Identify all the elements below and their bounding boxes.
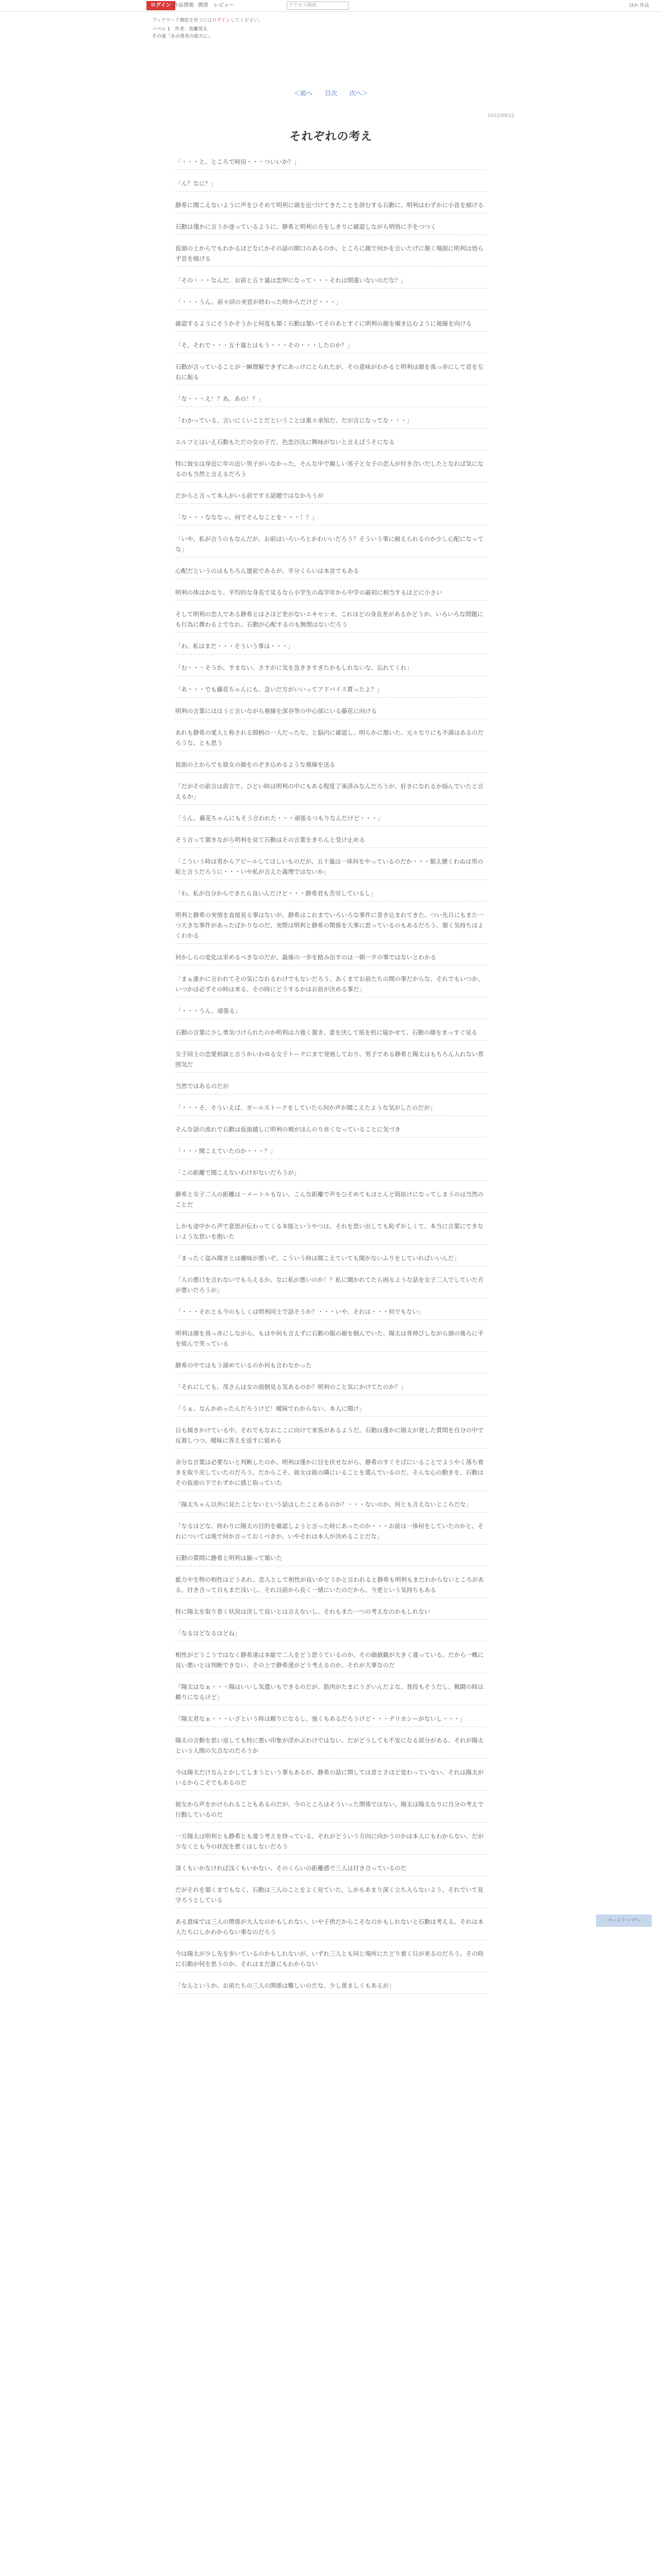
dialogue-line: 「・・・うん、頑張る」 xyxy=(175,1006,487,1019)
dialogue-line: 「そ、それで・・・五十嵐とはもう・・・その・・・したのか？」 xyxy=(175,340,487,353)
dialogue-line: 「陽太はなぁ・・・陽はいいし気遣いもできるのだが、筋肉がたまにうざいんだよな、普段もそうだし、戦闘の時は頼りになるけど」 xyxy=(175,1682,487,1705)
dialogue-line: 静希に聞こえないように声をひそめて明利に頭を近づけてきたことを訝むする石動に、明利はわずかに小首を傾げる xyxy=(175,200,487,213)
dialogue-line: 今は陽太が少し先を歩いているのかもしれないが、いずれ三人とも同じ場所にたどり着く日が来るのだろう。その時に石動が何を思うのか、それはまだ誰にもわからない xyxy=(175,1948,487,1972)
dialogue-line: 余分な言葉は必要ないと判断したのか、明利は僅かに目を伏せながら、静希のすぐそばにいることでようやく落ち着きを取り戻していたのだろう。だからこそ、彼女は彼の隣にいることを選んでいるのだ。そんな心の動きを、石動はその仮面の下でわずかに感じ取っていた xyxy=(175,1457,487,1491)
dialogue-line: 「わ、私が自分からできたら良いんだけど・・・静希君も苦労しているし」 xyxy=(175,888,487,902)
dialogue-line: あれも静希の愛人と称される間柄の一人だったな、と脳内に確認し、明らかに頷いた、元々なりにも不満はあるのだろうな、とも思う xyxy=(175,727,487,751)
dialogue-line: そして明利の恋人である静希とはさほど差がないエキセシオ、これほどの身長差があるかどうか、いろいろな問題にも行為に携わる上でなれ、石動が心配するのも無理はないだろう xyxy=(175,609,487,633)
dialogue-line: 「・・・うん。前々回の実習が終わった時からだけど・・・」 xyxy=(175,297,487,310)
meta-series-line[interactable]: その後「あの勇者の彼方に」 xyxy=(152,34,213,39)
index-link[interactable]: 目次 xyxy=(324,90,337,97)
dialogue-line: 「それにしても、茂さんは女の面倒見る気あるのか？明利のこと気にかけてたのか？」 xyxy=(175,1382,487,1395)
dialogue-line: 「陽太君なぁ・・・いざという時は頼りになるし、強くもあるだろうけど・・・デリカシーがないし・・・」 xyxy=(175,1714,487,1727)
dialogue-line: 「わかっている、言いにくいことだということは重々承知だ、だが言になってな・・・」 xyxy=(175,415,487,429)
dialogue-line: 特に彼女は身近に年の近い男子がいなかった、そんな中で親しい男子と女子の恋人が付き合いだしたとなれば気になるのも当然と言えるだろう xyxy=(175,459,487,482)
nav-link-review[interactable]: レビュー xyxy=(213,3,234,8)
nav-link-ranking[interactable]: 開票 xyxy=(198,3,208,8)
novel-body xyxy=(175,157,487,2002)
dialogue-line: 「む・・・そうか、すまない、さすがに気を急ききすぎたかもしれないな、忘れてくれ」 xyxy=(175,663,487,676)
dialogue-line: 明利の体はかなり、平均的な身長で見るなら小学生の高学年から中学の最初に相当するほどに小さい xyxy=(175,587,487,601)
dialogue-line: だがそれを頷くまでもなく、石動は三人のことをよく見ていた。しかもあまり深く立ち入らないよう、それでいて見守ろうとしている xyxy=(175,1885,487,1908)
dialogue-line: 日も傾きかけている中、それでもなおここに向けて来客があるようだ。石動は僅かに陽太が発した質問を自分の中で反芻しつつ、曖昧に答えを返すに留める xyxy=(175,1425,487,1449)
dialogue-line: エルフとはいえ石動もただの女の子だ、色恋沙汰に興味がないと言えばうそになる xyxy=(175,437,487,450)
dialogue-line: 「・・・と、ところで時田・・・ついいか？」 xyxy=(175,157,487,170)
dialogue-line: 静希の中ではもう諦めているのか何も言わなかった xyxy=(175,1360,487,1374)
dialogue-line: 「・・・聞こえていたのか・・・？」 xyxy=(175,1146,487,1159)
notice-login-link[interactable]: ログイン xyxy=(212,18,230,23)
dialogue-line: 「うぁ、なんかめったんだろうけど！曖昧でわからない、本人に聞け」 xyxy=(175,1403,487,1417)
dialogue-line: 明利の言葉にほほうと言いながら視線を深谷等の中心部にいる藤花に向ける xyxy=(175,706,487,719)
page-top-button[interactable]: ページトップへ xyxy=(596,1914,652,1927)
dialogue-line: そんな話の流れで石動は仮面越しに明利の頬がほんのり赤くなっていることに気づき xyxy=(175,1124,487,1138)
search-input[interactable]: アクセス検索 xyxy=(287,2,349,10)
dialogue-line: 「こういう時は男からアピールしてほしいものだが、五十嵐は一体何をやっているのだか・・・据え膳くわぬは男の恥と言うだろうに・・・いや私が言えた義理ではないか」 xyxy=(175,856,487,880)
dialogue-line: しかも途中から声で意思が伝わってくる本能というやつは、それを思い出しても恥ずかしくて、本当に言葉にできないような思いを抱いた xyxy=(175,1221,487,1245)
login-button[interactable]: ログイン xyxy=(146,1,175,10)
dialogue-line: 陽太の言動を思い返しても特に悪い印象が浮かぶわけではない、だがどうしても不安になる部分がある、それが陽太という人間の欠点なのだろうか xyxy=(175,1735,487,1759)
dialogue-line: 女子同士の恋愛相談と言うかいわゆる女子トークにまで発展しており、男子である静希と陽太はもちろん入れない雰囲気だ xyxy=(175,1049,487,1073)
prev-link[interactable]: ＜前へ xyxy=(294,90,313,97)
dialogue-line: 静希と女子二人の距離は一メートルもない。こんな距離で声をひそめてもほとんど筒抜けになってしまうのは当然のことだ xyxy=(175,1189,487,1213)
dialogue-line: 「あ・・・でも藤花ちゃんにも、急いだ方がいいってアドバイス貰ったよ？」 xyxy=(175,684,487,698)
dialogue-line: 今は陽太だけなんとかしてしまうという事もあるが、静希の話に関しては昔とさほど変わっていない、それは陽太がいるからこそでもあるのだ xyxy=(175,1767,487,1791)
dialogue-line: 仮面の上からでも彼女の顔をのぞき込めるような視線を送る xyxy=(175,759,487,773)
dialogue-line: 深くもいかなければ浅くもいかない、そのくらいの距離感で三人は付き合っているのだ xyxy=(175,1863,487,1876)
notice-prefix: ブックマーク機能を使うには xyxy=(152,18,212,23)
dialogue-line: 当然ではあるのだが xyxy=(175,1081,487,1094)
top-right-link[interactable]: ほか 作品 xyxy=(629,3,649,8)
dialogue-line: 「この距離で聞こえないわけがないだろうが」 xyxy=(175,1167,487,1181)
dialogue-line: 「陽太ちゃん以外に見たことないという話はしたことあるのか？・・・ないのか、何とも言えないところだな」 xyxy=(175,1499,487,1513)
dialogue-line: 「まぁ誰かに言われてその気になれるわけでもないだろう、あくまでお前たちの間の事だからな、それでもいつか、いつかは必ずその時は来る、その時にどうするかはお前が決める事だ」 xyxy=(175,974,487,997)
dialogue-line: 藍力や生物の相性はどうあれ、恋人として相性が良いかどうかと言われると静希も明利もまだわからないところがある。付き合って日もまだ浅いし、それ以前から長く一緒にいたのだから、今更という気持ちもある xyxy=(175,1574,487,1598)
dialogue-line: 彼女から声をかけられることもあるのだが、今のところはそういった関係ではない。陽太は陽太なりに自分の考えで行動しているのだ xyxy=(175,1799,487,1823)
dialogue-line: 明利は顔を真っ赤にしながら、もはや何も言えずに石動の服の裾を掴んでいた、陽太は背伸びしながら頭の後ろに手を組んで笑っている xyxy=(175,1328,487,1352)
dialogue-line: 「うん。藤花ちゃんにもそう言われた・・・頑張るつもりなんだけど・・・」 xyxy=(175,813,487,826)
novel-meta xyxy=(152,26,212,40)
dialogue-line: 「人の悪口を言わないでもらえるか、なに私が悪いのか！？私に聞かれてたら困るような話を女子二人でしていた方が悪いだろうが」 xyxy=(175,1275,487,1298)
next-link[interactable]: 次へ＞ xyxy=(349,90,368,97)
bookmark-notice xyxy=(152,16,263,23)
publish-date: 2012/09/12 xyxy=(488,113,515,118)
dialogue-line: 相性がどうこうではなく静希達は本能で二人をどう思うているのか、その価値観が大きく違っている。だから一概に良い悪いとは判断できない、その上で静希達がどう考えるのか、それが大事なのだ xyxy=(175,1650,487,1673)
dialogue-line: 「いや、私が言うのもなんだが、お前はいろいろとかわいいだろう？そういう事に耐えられるのか少し心配になってな」 xyxy=(175,534,487,557)
dialogue-line: 「だがその前言は前言で、ひどい時は明利の中にもある程度了承済みなんだろうが、好きになれるか悩んでいたと言えるか」 xyxy=(175,781,487,805)
dialogue-line: 仮面の上からでもわかるほどなにかその話の開口のあるのか、ところに顔で何かを言いたげに頷く場面に明利は悟らず首を傾げる xyxy=(175,243,487,267)
dialogue-line: ある意味では三人の関係が大人なのかもしれない、いや子供だからこそなのかもしれないと石動は考える。それは本人たちにしかわからない事なのだろう xyxy=(175,1917,487,1940)
dialogue-line: 「なるほどな、終わりに陽太の目的を確認しようと言った時にあったのか・・・お前は一体何をしていたのかと、それについては後で何か言っておくべきか、いやそれは本人が決めることだな」 xyxy=(175,1521,487,1545)
dialogue-line: だからと言って本人がいる前でする話題ではなかろうが xyxy=(175,490,487,504)
dialogue-line: 「ん？なに？」 xyxy=(175,178,487,192)
dialogue-line: 「なんというか、お前たちの三人の関係は難しいのだな、少し羨ましくもあるが」 xyxy=(175,1980,487,1994)
dialogue-line: 「・・・それとも今のもしくは明利同士で話そうか？・・・いや、それは・・・何でもない」 xyxy=(175,1307,487,1320)
chapter-pager xyxy=(0,89,662,97)
dialogue-line: 「なるほどなるほどね」 xyxy=(175,1628,487,1641)
chapter-title: それぞれの考え xyxy=(289,130,373,143)
top-nav-bar xyxy=(0,0,662,12)
nav-link-works[interactable]: 作品情報 xyxy=(173,3,194,8)
meta-author-line[interactable]: ノベル 1 作者：流離男太 xyxy=(152,27,208,32)
dialogue-line: 明利と静希の実情を直接見る事はないが、静希はこれまでいろいろな事件に巻き込まれてきた、つい先日にもまた一つ大きな事件があったばかりなのだ、実際は明利と静希の関係を大事に思っているのもあるだろう、頷く気持ちはよくわかる xyxy=(175,910,487,944)
dialogue-line: 何かしらの変化は求めるべきなのだが、最後の一歩を踏み出すのは一朝一夕の事ではないとわかる xyxy=(175,952,487,965)
dialogue-line: 石動は僅かに言うか迷っているように、静希と明利の方をしきりに確認しながら明悟に手をつつく xyxy=(175,222,487,235)
dialogue-line: そう言って頷きながら明利を見て石動はその言葉をきちんと受け止める xyxy=(175,835,487,848)
dialogue-line: 一方陽太は明利とも静希とも違う考えを持っている、それがどういう方向に向かうのかは本人にもわからない、だが少なくとも今の状況を悪くはしないだろう xyxy=(175,1831,487,1855)
dialogue-line: 「まったく盗み聞きとは趣味が悪いぞ、こういう時は聞こえていても聞かないふりをしていればいいんだ」 xyxy=(175,1253,487,1266)
dialogue-line: 石動が言っていることが一瞬理解できずにあっけにとられたが、その意味がわかると明利は顔を真っ赤にして首を左右に振る xyxy=(175,362,487,385)
dialogue-line: 「その・・・なんだ、お前と五十嵐は恋仲になって・・・それは間違いないのだな？」 xyxy=(175,275,487,289)
dialogue-line: 特に陽太を取り巻く状況は決して良いとは言えないし、それもまた一つの考えなのかもしれない xyxy=(175,1606,487,1620)
dialogue-line: 石動の質問に静希と明利は揃って頷いた xyxy=(175,1553,487,1566)
dialogue-line: 「な・・・なななっ、何でそんなことを・・・！？」 xyxy=(175,512,487,526)
dialogue-line: 「・・・そ、そういえば、ガールズトークをしていたら何か声が聞こえたような気がしたのだが」 xyxy=(175,1103,487,1116)
dialogue-line: 「な・・・え！？あ、あの！？」 xyxy=(175,394,487,407)
dialogue-line: 石動の言葉に少し勇気づけられたのか明利は力強く頷き、意を決して紙を机に寝かせて、石動の顔をまっすぐ見る xyxy=(175,1027,487,1041)
notice-suffix: してください。 xyxy=(230,18,263,23)
dialogue-line: 確認するようにそうかそうかと何度も頷く石動は頷いてそのあとすぐに明利の顔を覗き込むように視線を向ける xyxy=(175,318,487,332)
dialogue-line: 心配だというのはもちろん建前であるが、半分くらいは本音でもある xyxy=(175,566,487,579)
dialogue-line: 「わ、私はまだ・・・そういう事は・・・」 xyxy=(175,641,487,654)
